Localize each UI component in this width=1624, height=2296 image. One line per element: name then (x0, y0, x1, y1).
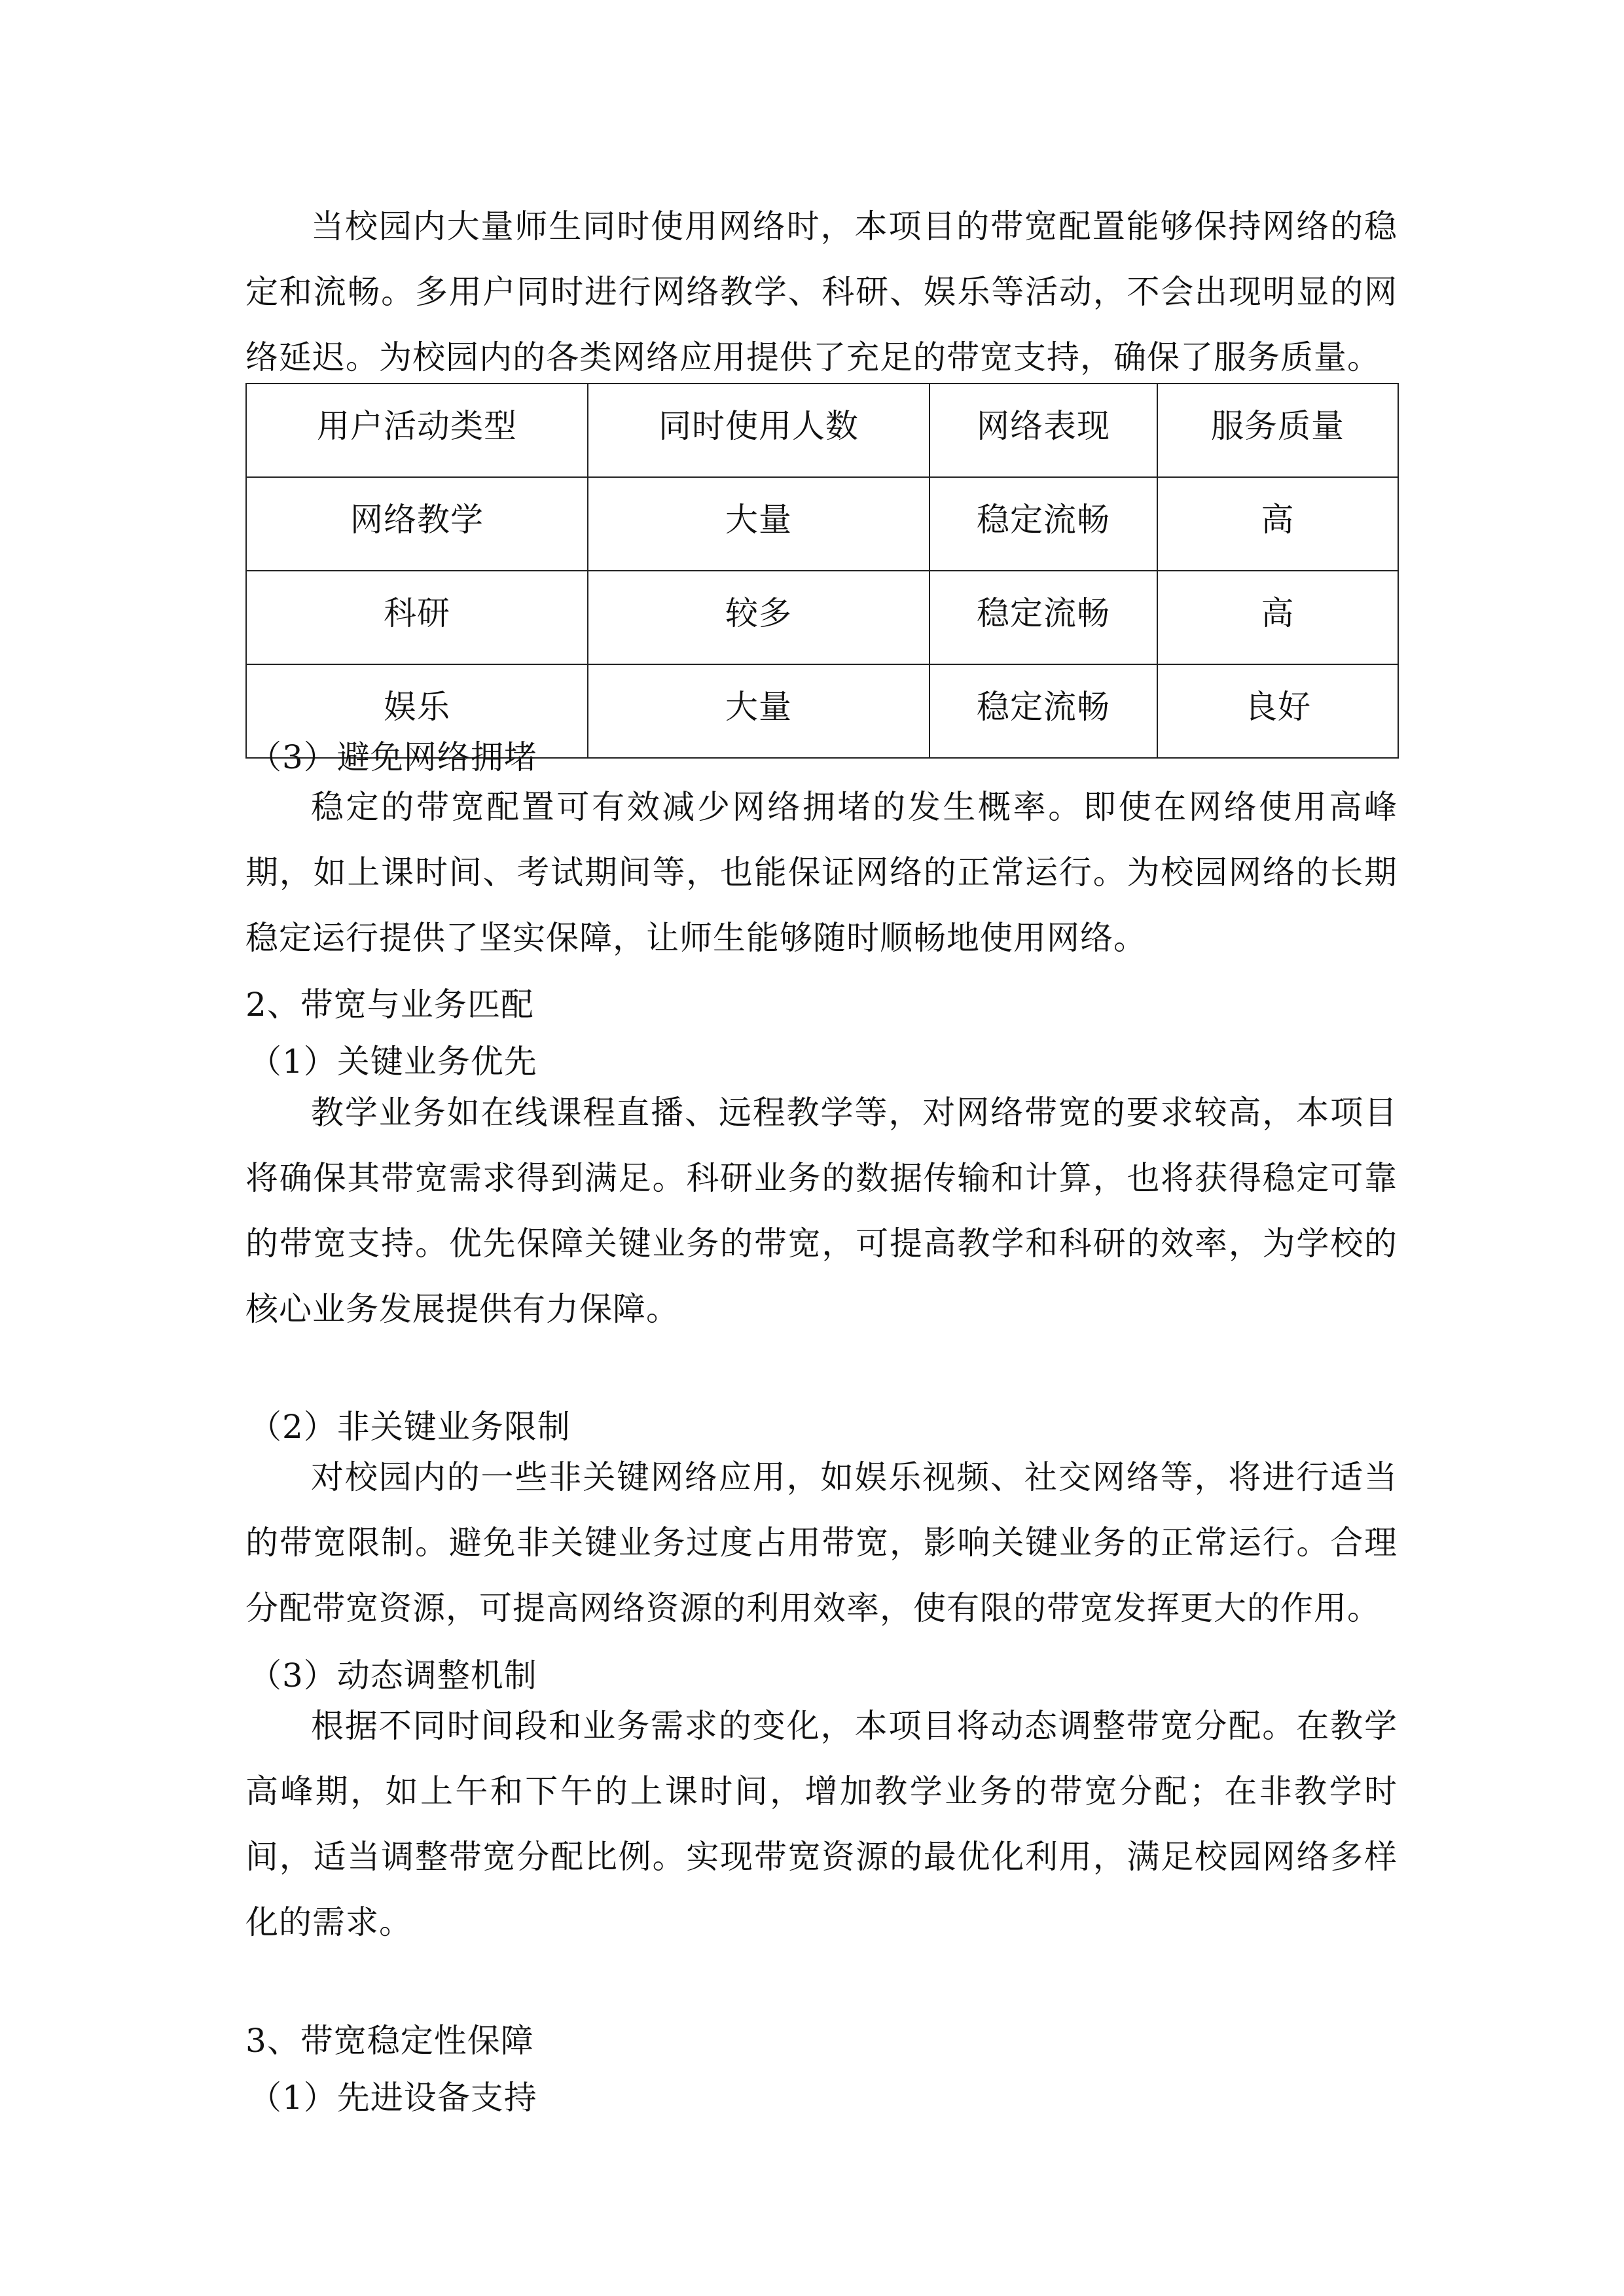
table-cell: 娱乐 (246, 664, 588, 758)
paragraph-non-key-business: 对校园内的一些非关键网络应用，如娱乐视频、社交网络等，将进行适当的带宽限制。避免非关键业务过度占用带宽，影响关键业务的正常运行。合理分配带宽资源，可提高网络资源的利用效率，使有限的带宽发挥更大的作用。 (245, 1458, 1398, 1627)
heading-bandwidth-business-match: 2、带宽与业务匹配 (245, 986, 534, 1024)
heading-advanced-device-support: （1）先进设备支持 (249, 2079, 537, 2117)
table-cell: 高 (1157, 571, 1398, 664)
table-header-cell: 服务质量 (1157, 384, 1398, 477)
table-header-row (246, 384, 1398, 477)
table-cell: 较多 (588, 571, 929, 664)
table-cell: 网络教学 (246, 477, 588, 571)
paragraph-dynamic-adjustment: 根据不同时间段和业务需求的变化，本项目将动态调整带宽分配。在教学高峰期，如上午和下午的上课时间，增加教学业务的带宽分配；在非教学时间，适当调整带宽分配比例。实现带宽资源的最优化利用，满足校园网络多样化的需求。 (245, 1707, 1398, 1941)
heading-key-business-priority: （1）关键业务优先 (249, 1043, 537, 1081)
heading-dynamic-adjustment: （3）动态调整机制 (249, 1657, 537, 1695)
table-header-cell: 网络表现 (929, 384, 1157, 477)
table-row (246, 477, 1398, 571)
table-cell: 良好 (1157, 664, 1398, 758)
paragraph-avoid-congestion: 稳定的带宽配置可有效减少网络拥堵的发生概率。即使在网络使用高峰期，如上课时间、考试期间等，也能保证网络的正常运行。为校园网络的长期稳定运行提供了坚实保障，让师生能够随时顺畅地使用网络。 (245, 788, 1398, 957)
table-cell: 稳定流畅 (929, 477, 1157, 571)
heading-non-key-business-limit: （2）非关键业务限制 (249, 1408, 571, 1446)
user-activity-table (245, 383, 1399, 759)
table-header-cell: 用户活动类型 (246, 384, 588, 477)
paragraph-bandwidth-stability: 当校园内大量师生同时使用网络时，本项目的带宽配置能够保持网络的稳定和流畅。多用户同时进行网络教学、科研、娱乐等活动，不会出现明显的网络延迟。为校园内的各类网络应用提供了充足的带宽支持，确保了服务质量。 (245, 207, 1398, 376)
table-header-cell: 同时使用人数 (588, 384, 929, 477)
heading-bandwidth-stability: 3、带宽稳定性保障 (245, 2022, 534, 2060)
table-cell: 科研 (246, 571, 588, 664)
paragraph-key-business: 教学业务如在线课程直播、远程教学等，对网络带宽的要求较高，本项目将确保其带宽需求得到满足。科研业务的数据传输和计算，也将获得稳定可靠的带宽支持。优先保障关键业务的带宽，可提高教学和科研的效率，为学校的核心业务发展提供有力保障。 (245, 1094, 1398, 1328)
table-cell: 高 (1157, 477, 1398, 571)
table-cell: 大量 (588, 477, 929, 571)
table-cell: 大量 (588, 664, 929, 758)
heading-avoid-congestion: （3）避免网络拥堵 (249, 738, 537, 776)
table-cell: 稳定流畅 (929, 571, 1157, 664)
table-cell: 稳定流畅 (929, 664, 1157, 758)
table-row (246, 571, 1398, 664)
